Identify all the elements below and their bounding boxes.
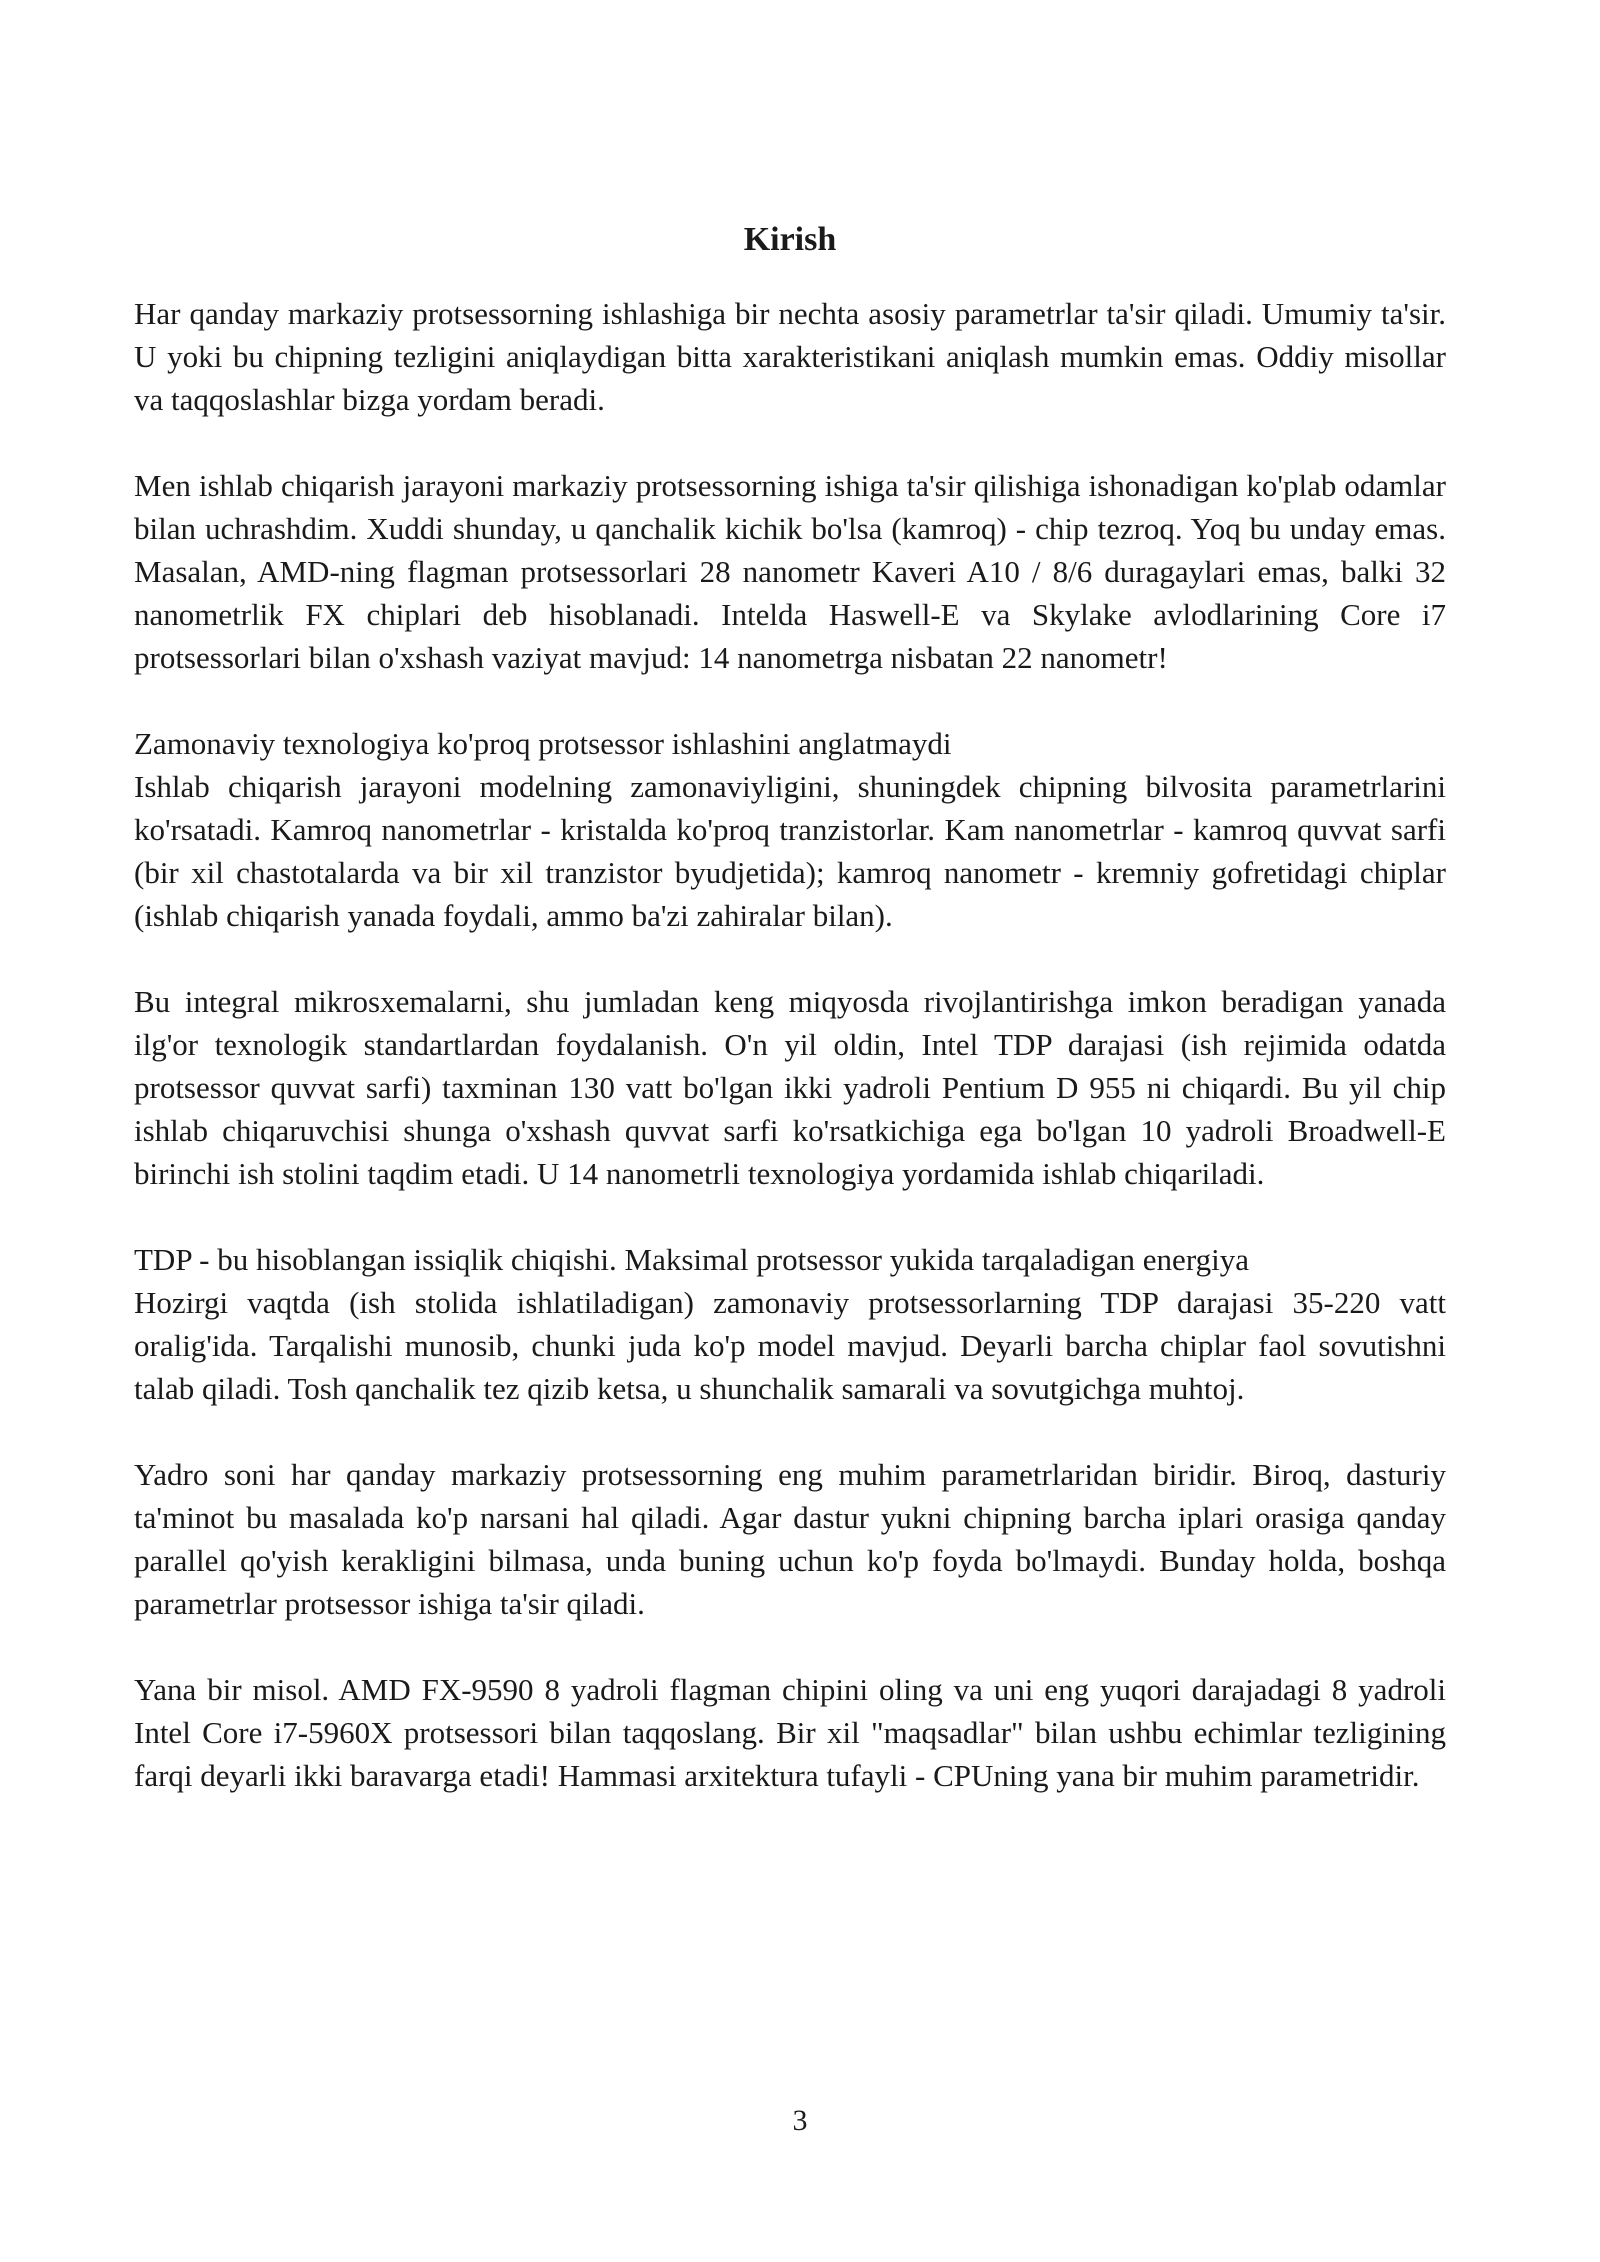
paragraph-1 [134, 292, 1446, 421]
paragraph-text: Har qanday markaziy protsessorning ishlashiga bir nechta asosiy parametrlar ta'sir qiladi. Umumiy ta'sir. U yoki bu chipning tezligini aniqlaydigan bitta xarakteristikani aniqlash mumkin emas. Oddiy misollar va taqqoslashlar bizga yordam beradi. [134, 296, 1446, 417]
paragraph-text: Yana bir misol. AMD FX-9590 8 yadroli flagman chipini oling va uni eng yuqori darajadagi 8 yadroli Intel Core i7-5960X protsessori bilan taqqoslang. Bir xil "maqsadlar" bilan ushbu echimlar tezligining farqi deyarli ikki baravarga etadi! Hammasi arxitektura tufayli - CPUning yana bir muhim parametridir. [134, 1672, 1446, 1793]
paragraph-text: Bu integral mikrosxemalarni, shu jumladan keng miqyosda rivojlantirishga imkon beradigan yanada ilg'or texnologik standartlardan foydalanish. O'n yil oldin, Intel TDP darajasi (ish rejimida odatda protsessor quvvat sarfi) taxminan 130 vatt bo'lgan ikki yadroli Pentium D 955 ni chiqardi. Bu yil chip ishlab chiqaruvchisi shunga o'xshash quvvat sarfi ko'rsatkichiga ega bo'lgan 10 yadroli Broadwell-E birinchi ish stolini taqdim etadi. U 14 nanometrli texnologiya yordamida ishlab chiqariladi. [134, 984, 1446, 1191]
paragraph-text: Ishlab chiqarish jarayoni modelning zamonaviyligini, shuningdek chipning bilvosita parametrlarini ko'rsatadi. Kamroq nanometrlar - kristalda ko'proq tranzistorlar. Kam nanometrlar - kamroq quvvat sarfi (bir xil chastotalarda va bir xil tranzistor byudjetida); kamroq nanometr - kremniy gofretidagi chiplar (ishlab chiqarish yanada foydali, ammo ba'zi zahiralar bilan). [134, 769, 1446, 933]
paragraph-6 [134, 1453, 1446, 1625]
paragraph-text: Yadro soni har qanday markaziy protsessorning eng muhim parametrlaridan biridir. Biroq, dasturiy ta'minot bu masalada ko'p narsani hal qiladi. Agar dastur yukni chipning barcha iplari orasiga qanday parallel qo'yish kerakligini bilmasa, unda buning uchun ko'p foyda bo'lmaydi. Bunday holda, boshqa parametrlar protsessor ishiga ta'sir qiladi. [134, 1457, 1446, 1621]
paragraph-3 [134, 722, 1446, 937]
paragraph-2 [134, 464, 1446, 679]
page-number: 3 [792, 2104, 808, 2137]
paragraph-7 [134, 1668, 1446, 1797]
paragraph-heading: Zamonaviy texnologiya ko'proq protsessor ishlashini anglatmaydi [134, 726, 952, 761]
paragraph-text: Men ishlab chiqarish jarayoni markaziy protsessorning ishiga ta'sir qilishiga ishonadigan ko'plab odamlar bilan uchrashdim. Xuddi shunday, u qanchalik kichik bo'lsa (kamroq) - chip tezroq. Yoq bu unday emas. Masalan, AMD-ning flagman protsessorlari 28 nanometr Kaveri A10 / 8/6 duragaylari emas, balki 32 nanometrlik FX chiplari deb hisoblanadi. Intelda Haswell-E va Skylake avlodlarining Core i7 protsessorlari bilan o'xshash vaziyat mavjud: 14 nanometrga nisbatan 22 nanometr! [134, 468, 1446, 675]
paragraph-text: Hozirgi vaqtda (ish stolida ishlatiladigan) zamonaviy protsessorlarning TDP darajasi 35-220 vatt oralig'ida. Tarqalishi munosib, chunki juda ko'p model mavjud. Deyarli barcha chiplar faol sovutishni talab qiladi. Tosh qanchalik tez qizib ketsa, u shunchalik samarali va sovutgichga muhtoj. [134, 1285, 1446, 1406]
paragraph-5 [134, 1238, 1446, 1410]
paragraph-heading: TDP - bu hisoblangan issiqlik chiqishi. Maksimal protsessor yukida tarqaladigan energiya [134, 1242, 1249, 1277]
page-title: Kirish [743, 221, 837, 258]
paragraph-4 [134, 980, 1446, 1195]
page-content [134, 214, 1446, 1840]
